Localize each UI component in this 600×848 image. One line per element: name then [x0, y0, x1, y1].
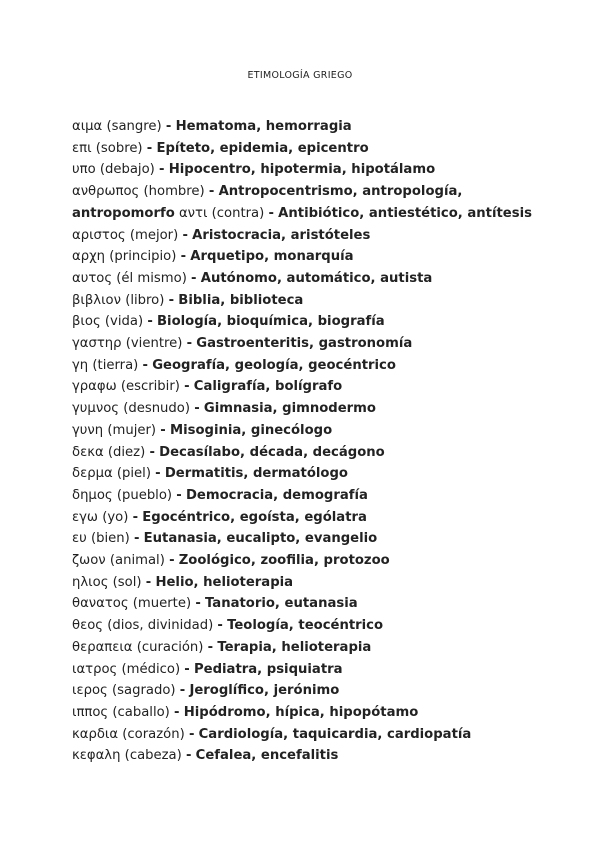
list-item: θανατος (muerte) - Tanatorio, eutanasia: [72, 596, 358, 612]
list-item: γυνη (mujer) - Misoginia, ginecólogo: [72, 422, 333, 438]
greek-root: θεος: [72, 618, 104, 634]
root-meaning: (muerte): [132, 596, 192, 612]
derived-words: Geografía, geología, geocéntrico: [152, 357, 396, 373]
derived-words: Arquetipo, monarquía: [190, 249, 354, 265]
root-meaning: (tierra): [92, 357, 139, 373]
root-meaning: (sangre): [106, 119, 162, 134]
greek-root: ανθρωπος: [72, 184, 140, 200]
root-meaning: (él mismo): [116, 270, 187, 286]
derived-words: Helio, helioterapia: [155, 574, 294, 590]
root-meaning: (cabeza): [124, 748, 182, 764]
list-item: αρχη (principio) - Arquetipo, monarquía: [72, 249, 354, 265]
list-item: καρδια (corazón) - Cardiología, taquicardia, cardiopatía: [72, 726, 472, 742]
derived-words: Pediatra, psiquiatra: [193, 661, 343, 677]
greek-root: ιατρος: [72, 661, 118, 677]
derived-words: Egocéntrico, egoísta, ególatra: [142, 509, 367, 525]
derived-words: Biblia, biblioteca: [178, 292, 304, 308]
page-title: ETIMOLOGÍA GRIEGO: [247, 70, 353, 81]
derived-words: Decasílabo, década, decágono: [159, 444, 385, 460]
derived-words: Dermatitis, dermatólogo: [164, 466, 348, 482]
derived-words: Zoológico, zoofilia, protozoo: [178, 553, 390, 569]
list-item: γαστηρ (vientre) - Gastroenteritis, gastronomía: [72, 336, 413, 352]
list-item: βιβλιον (libro) - Biblia, biblioteca: [72, 292, 304, 308]
list-item: επι (sobre) - Epíteto, epidemia, epicentro: [72, 140, 369, 156]
greek-root: δερμα: [72, 466, 113, 482]
derived-words: Teología, teocéntrico: [227, 618, 384, 634]
greek-root: ζωον: [72, 553, 106, 569]
greek-root: γυμνος: [72, 401, 119, 417]
greek-root: αριστος: [72, 227, 126, 243]
list-item: θεραπεια (curación) - Terapia, helioterapia: [72, 639, 372, 655]
root-meaning: (mejor): [129, 227, 179, 243]
greek-root: βιβλιον: [72, 292, 121, 308]
root-meaning: (médico): [121, 661, 181, 677]
greek-root: ιερος: [72, 683, 108, 699]
list-item: ιππος (caballo) - Hipódromo, hípica, hipopótamo: [72, 704, 419, 720]
derived-words: Aristocracia, aristóteles: [192, 227, 371, 243]
list-item: υπο (debajo) - Hipocentro, hipotermia, hipotálamo: [72, 162, 436, 178]
root-meaning: (contra): [211, 205, 265, 221]
greek-root: ηλιος: [72, 574, 109, 590]
root-meaning: (pueblo): [116, 487, 173, 503]
list-item: βιος (vida) - Biología, bioquímica, biografía: [72, 314, 385, 330]
derived-words: Tanatorio, eutanasia: [205, 596, 358, 612]
list-item: γυμνος (desnudo) - Gimnasia, gimnodermo: [72, 401, 376, 417]
greek-root: δεκα: [72, 444, 104, 460]
derived-words: Hematoma, hemorragia: [175, 119, 352, 134]
root-meaning: (diez): [107, 444, 146, 460]
root-meaning: (animal): [109, 553, 165, 569]
derived-words: Gimnasia, gimnodermo: [203, 401, 376, 417]
root-meaning: (libro): [125, 292, 165, 308]
list-item: ηλιος (sol) - Helio, helioterapia: [72, 574, 294, 590]
derived-words: Cefalea, encefalitis: [195, 748, 339, 764]
greek-root: αυτος: [72, 270, 113, 286]
greek-root: θανατος: [72, 596, 129, 612]
etymology-list: [72, 116, 542, 767]
greek-root: ιππος: [72, 704, 109, 720]
list-item: ιατρος (médico) - Pediatra, psiquiatra: [72, 661, 343, 677]
derived-words: Eutanasia, eucalipto, evangelio: [143, 531, 378, 547]
derived-words: Gastroenteritis, gastronomía: [196, 336, 413, 352]
list-item: ιερος (sagrado) - Jeroglífico, jerónimo: [72, 683, 340, 699]
list-item: γραφω (escribir) - Caligrafía, bolígrafo: [72, 379, 343, 395]
derived-words: Autónomo, automático, autista: [200, 270, 433, 286]
greek-root: δημος: [72, 487, 113, 503]
derived-words: Misoginia, ginecólogo: [169, 422, 333, 438]
greek-root: γαστηρ: [72, 336, 122, 352]
list-item: δερμα (piel) - Dermatitis, dermatólogo: [72, 466, 348, 482]
root-meaning: (sol): [112, 574, 142, 590]
derived-words: Hipocentro, hipotermia, hipotálamo: [168, 162, 436, 178]
root-meaning: (dios, divinidad): [107, 618, 214, 634]
greek-root: γη: [72, 357, 89, 373]
root-meaning: (desnudo): [123, 401, 191, 417]
greek-root: θεραπεια: [72, 639, 133, 655]
list-item: ευ (bien) - Eutanasia, eucalipto, evangelio: [72, 531, 378, 547]
derived-words: Cardiología, taquicardia, cardiopatía: [198, 726, 472, 742]
root-meaning: (caballo): [112, 704, 170, 720]
greek-root: αιμα: [72, 119, 103, 134]
derived-words: Caligrafía, bolígrafo: [193, 379, 343, 395]
greek-root: αντι: [178, 205, 208, 221]
derived-words: Antibiótico, antiestético, antítesis: [278, 205, 532, 221]
derived-words: Jeroglífico, jerónimo: [189, 683, 340, 699]
greek-root: υπο: [72, 162, 96, 178]
greek-root: καρδια: [72, 726, 119, 742]
greek-root: εγω: [72, 509, 98, 525]
greek-root: ευ: [72, 531, 87, 547]
root-meaning: (mujer): [107, 422, 157, 438]
derived-words: Antropocentrismo, antropología, antropomorfo: [72, 184, 463, 221]
derived-words: Terapia, helioterapia: [217, 639, 372, 655]
list-item: θεος (dios, divinidad) - Teología, teocéntrico: [72, 618, 384, 634]
list-item: δεκα (diez) - Decasílabo, década, decágono: [72, 444, 385, 460]
root-meaning: (escribir): [120, 379, 180, 395]
list-item: αιμα (sangre) - Hematoma, hemorragia: [72, 119, 352, 134]
root-meaning: (vida): [104, 314, 144, 330]
greek-root: επι: [72, 140, 92, 156]
root-meaning: (debajo): [99, 162, 155, 178]
list-item: δημος (pueblo) - Democracia, demografía: [72, 487, 368, 503]
root-meaning: (hombre): [143, 184, 205, 200]
derived-words: Epíteto, epidemia, epicentro: [156, 140, 369, 156]
list-item: κεφαλη (cabeza) - Cefalea, encefalitis: [72, 748, 339, 764]
list-item: αυτος (él mismo) - Autónomo, automático, autista: [72, 270, 433, 286]
greek-root: αρχη: [72, 249, 106, 265]
derived-words: Democracia, demografía: [185, 487, 368, 503]
root-meaning: (piel): [116, 466, 151, 482]
greek-root: κεφαλη: [72, 748, 121, 764]
derived-words: Biología, bioquímica, biografía: [157, 314, 385, 330]
root-meaning: (yo): [102, 509, 129, 525]
root-meaning: (curación): [136, 639, 204, 655]
greek-root: γυνη: [72, 422, 104, 438]
root-meaning: (sobre): [95, 140, 143, 156]
list-item: αριστος (mejor) - Aristocracia, aristóteles: [72, 227, 371, 243]
list-item: εγω (yo) - Egocéntrico, egoísta, ególatra: [72, 509, 367, 525]
root-meaning: (sagrado): [111, 683, 176, 699]
list-item: ζωον (animal) - Zoológico, zoofilia, protozoo: [72, 553, 390, 569]
root-meaning: (vientre): [125, 336, 183, 352]
root-meaning: (bien): [90, 531, 130, 547]
root-meaning: (corazón): [122, 726, 185, 742]
greek-root: γραφω: [72, 379, 117, 395]
list-item: γη (tierra) - Geografía, geología, geocéntrico: [72, 357, 396, 373]
root-meaning: (principio): [109, 249, 177, 265]
greek-root: βιος: [72, 314, 101, 330]
derived-words: Hipódromo, hípica, hipopótamo: [183, 704, 419, 720]
list-item: ανθρωπος (hombre) - Antropocentrismo, antropología, antropomorfo αντι (contra) - Antibiótico, antiestético, antítesis: [72, 184, 532, 221]
